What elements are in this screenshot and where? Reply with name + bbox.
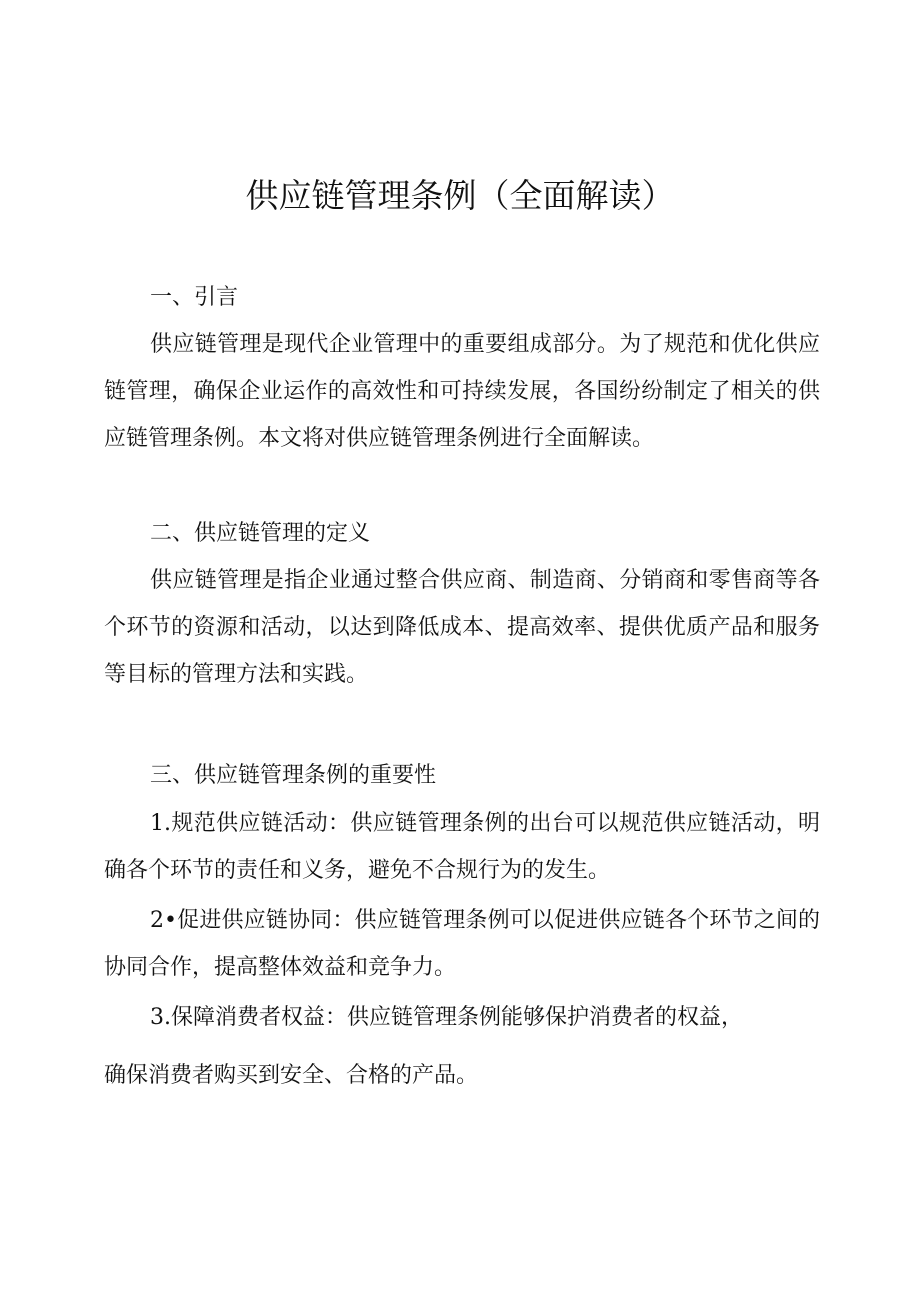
section-heading-importance: 三、供应链管理条例的重要性	[150, 763, 437, 788]
section-heading-introduction: 一、引言	[150, 285, 239, 310]
section-paragraph: 供应链管理是指企业通过整合供应商、制造商、分销商和零售商等各个环节的资源和活动，以达到降低成本、提高效率、提供优质产品和服务等目标的管理方法和实践。	[104, 568, 820, 687]
list-item: 2•促进供应链协同：供应链管理条例可以促进供应链各个环节之间的协同合作，提高整体效益和竞争力。	[104, 908, 820, 980]
list-item: 1.规范供应链活动：供应链管理条例的出台可以规范供应链活动，明确各个环节的责任和义务，避免不合规行为的发生。	[104, 811, 820, 883]
document-title: 供应链管理条例（全面解读）	[245, 176, 675, 215]
list-item-continuation: 确保消费者购买到安全、合格的产品。	[104, 1063, 479, 1088]
section-paragraph: 供应链管理是现代企业管理中的重要组成部分。为了规范和优化供应链管理，确保企业运作的高效性和可持续发展，各国纷纷制定了相关的供应链管理条例。本文将对供应链管理条例进行全面解读。	[104, 332, 820, 451]
section-heading-definition: 二、供应链管理的定义	[150, 521, 371, 546]
list-item: 3.保障消费者权益：供应链管理条例能够保护消费者的权益，	[150, 1005, 743, 1030]
